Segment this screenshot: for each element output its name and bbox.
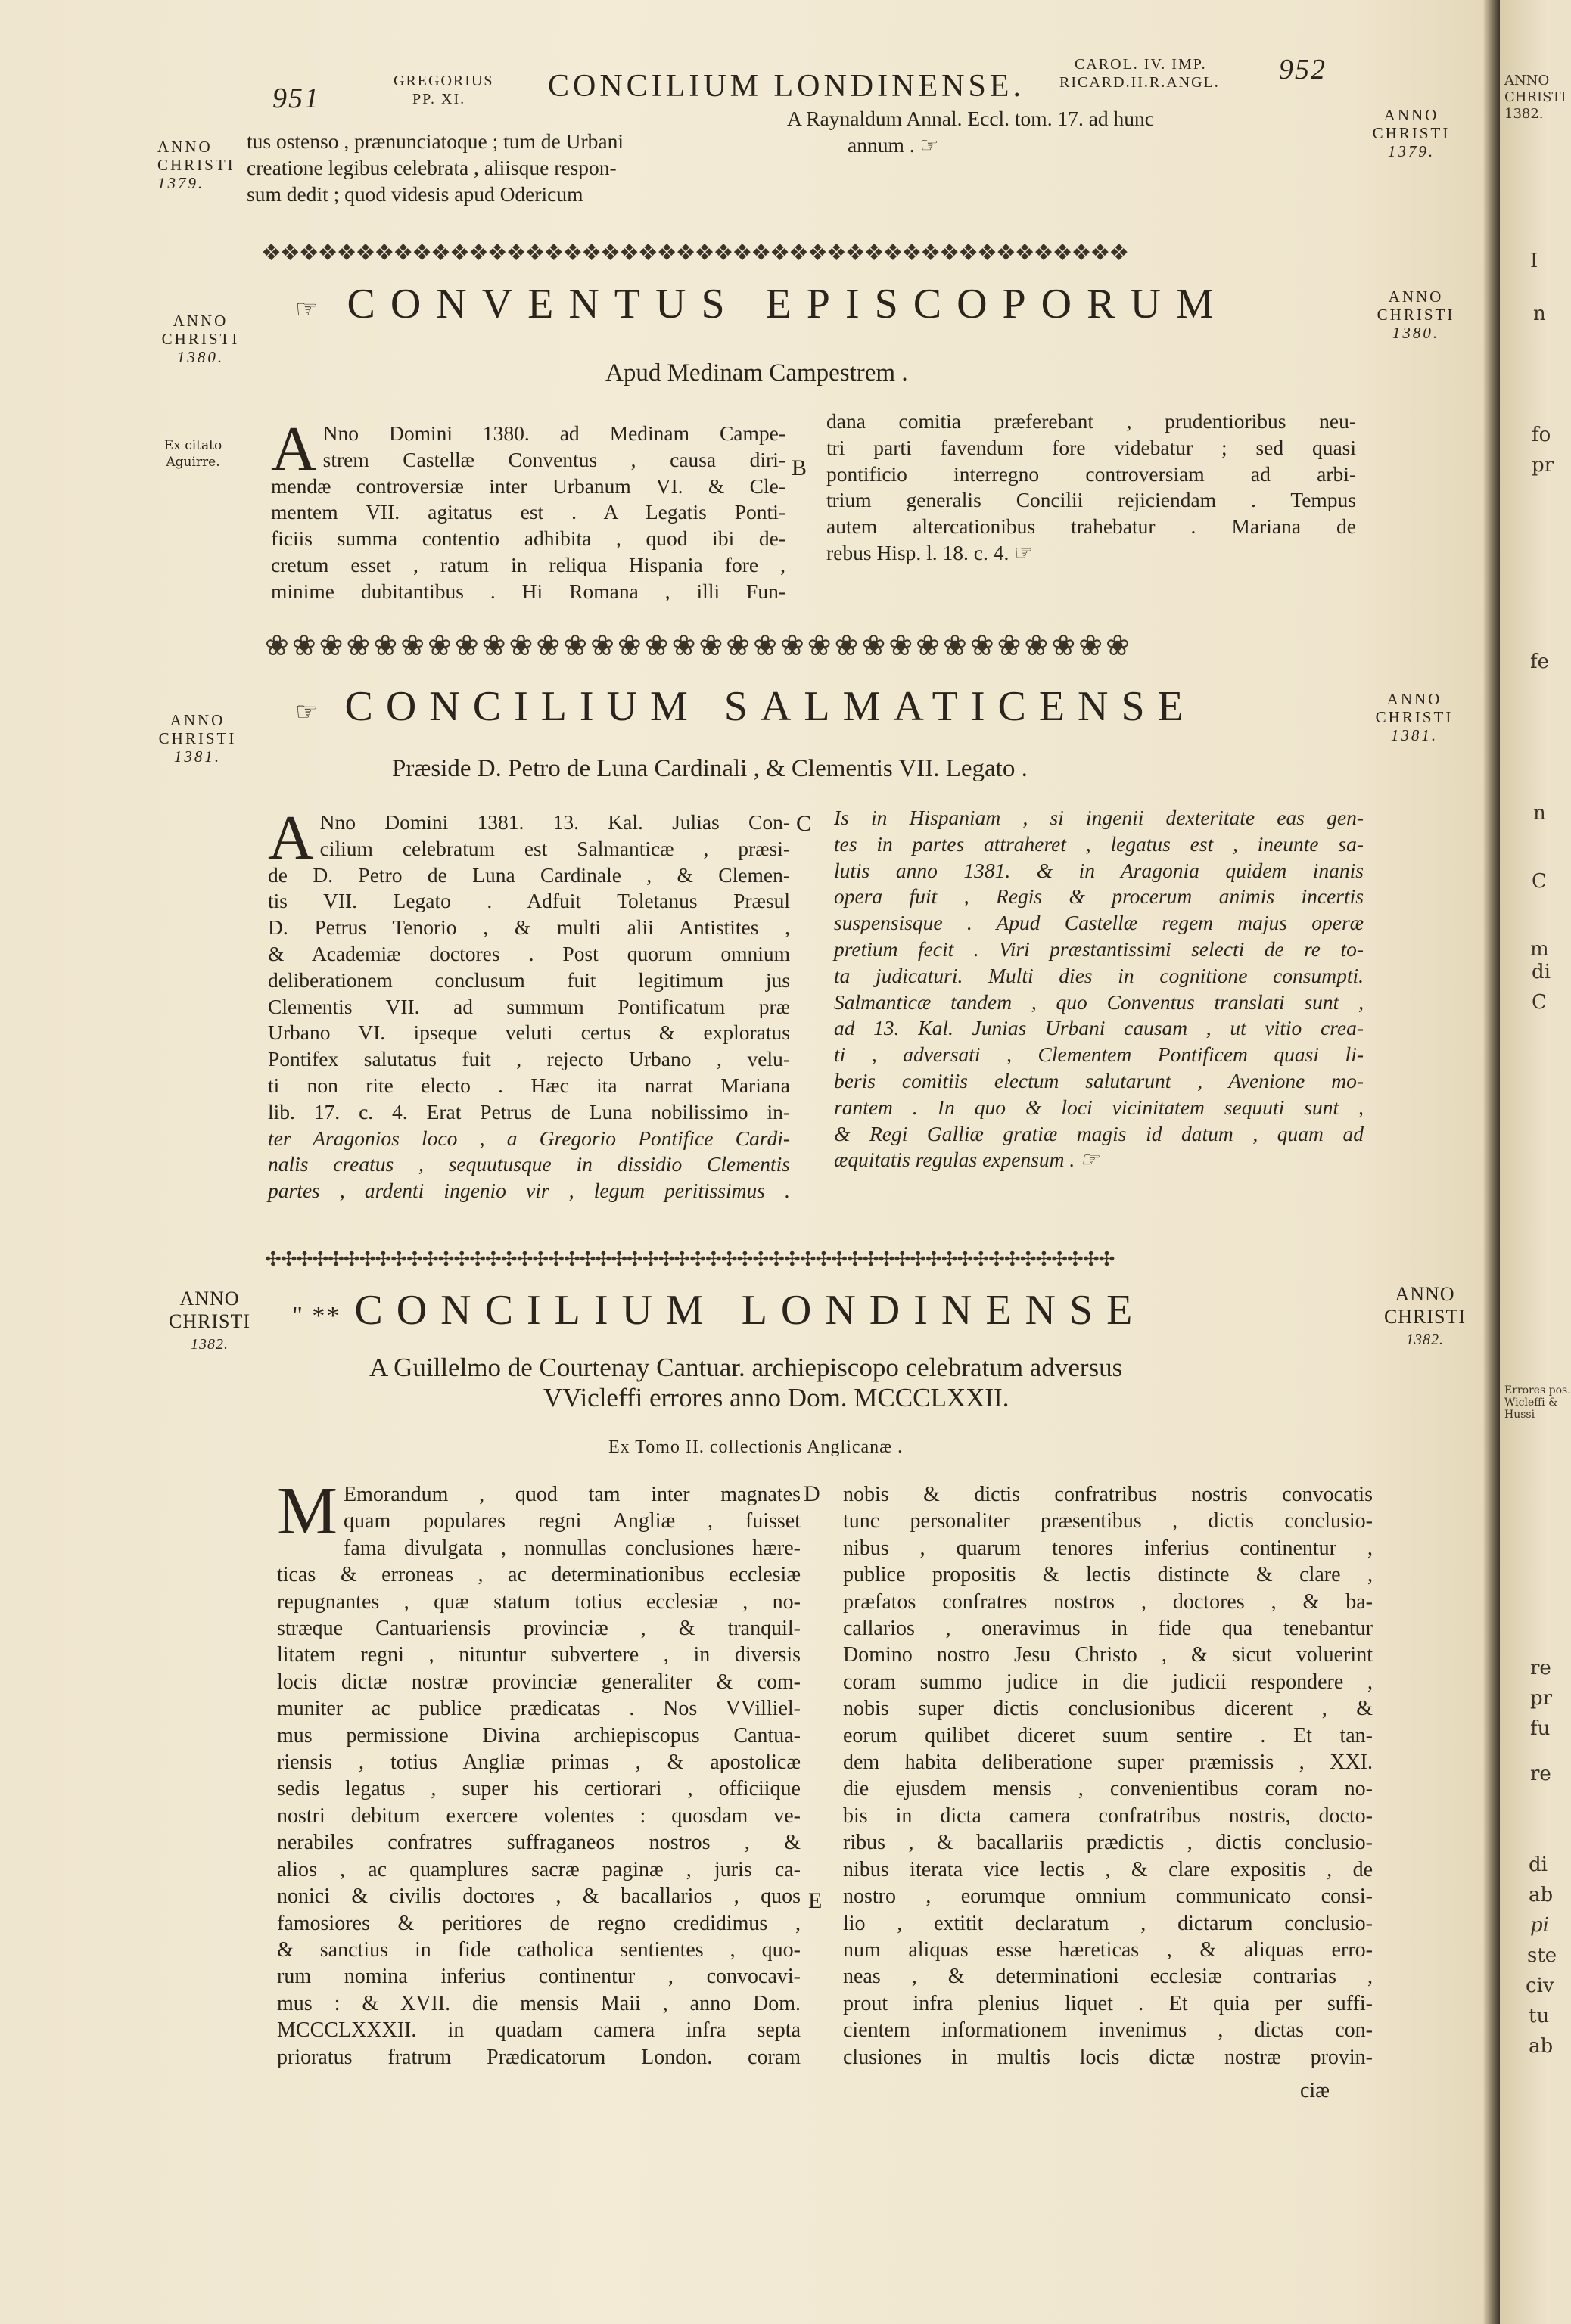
- margin-anno-label: ANNO: [1395, 1283, 1455, 1305]
- margin-anno-1381-left: [148, 711, 247, 766]
- text-line: & Regi Galliæ gratiæ magis id datum , quam ad: [834, 1121, 1364, 1145]
- section-subtitle-londinense-2: VVicleffi errores anno Dom. MCCCLXXII.: [543, 1383, 1009, 1412]
- edge-note-line: 1382.: [1504, 106, 1544, 122]
- text-line: de D. Petro de Luna Cardinale , & Clemen-: [268, 862, 790, 887]
- text-line: cientem informationem invenimus , dictas con-: [843, 2018, 1373, 2043]
- edge-fragment: C: [1532, 991, 1547, 1014]
- text-line: A Raynaldum Annal. Eccl. tom. 17. ad hunc: [787, 107, 1154, 130]
- header-emperor-line2: RICARD.II.R.ANGL.: [1059, 74, 1220, 91]
- text-line: trium generalis Concilii rejiciendam . Tempus: [826, 488, 1356, 512]
- text-line: tus ostenso , prænunciatoque ; tum de Urbani: [247, 129, 624, 153]
- edge-fragment: di: [1532, 961, 1551, 983]
- text-line: riensis , totius Angliæ primas , & apostolicæ: [277, 1751, 801, 1775]
- edge-fragment: re: [1530, 1763, 1551, 1785]
- catchword: ciæ: [1300, 2079, 1330, 2102]
- text-line: locis dictæ nostræ provinciæ generaliter & com-: [277, 1670, 801, 1694]
- next-page-edge: [1500, 0, 1571, 2324]
- text-line: D. Petrus Tenorio , & multi alii Antistites ,: [268, 915, 790, 940]
- ornament-glyph: ❖❖❖❖❖❖❖❖❖❖❖❖❖❖❖❖❖❖❖❖❖❖❖❖❖❖❖❖❖❖❖❖❖❖❖❖❖❖❖❖❖❖❖❖❖❖: [261, 240, 1128, 266]
- header-title: CONCILIUM LONDINENSE.: [548, 69, 1025, 104]
- ornament-band-3: [265, 1244, 1370, 1275]
- book-gutter: [1483, 0, 1500, 2324]
- top-continuation-left-column: [247, 129, 776, 207]
- margin-christi-label: CHRISTI: [1372, 124, 1451, 142]
- margin-year-label: 1382.: [1406, 1331, 1444, 1348]
- sidenote-line: Ex citato: [163, 438, 222, 453]
- salmaticense-left-column: [268, 803, 790, 1204]
- text-line: nibus iterata vice lectis , & clare expositis , de: [843, 1857, 1373, 1881]
- text-line: Pontifex salutatus fuit , rejecto Urbano , velu-: [268, 1047, 790, 1071]
- margin-year-label: 1381.: [173, 747, 222, 766]
- text-line: & Academiæ doctores . Post quorum omnium: [268, 941, 790, 965]
- margin-christi-label: CHRISTI: [157, 156, 235, 174]
- section-subtitle-conventus: Apud Medinam Campestrem .: [605, 359, 908, 387]
- section-subtitle-londinense-1: A Guillelmo de Courtenay Cantuar. archiepiscopo celebratum adversus: [369, 1353, 1123, 1382]
- text-line: tunc personaliter præsentibus , dictis conclusio-: [843, 1509, 1373, 1533]
- text-line: cretum esset , ratum in reliqua Hispania fore ,: [271, 552, 786, 576]
- section-title-text: CONCILIUM LONDINENSE: [354, 1287, 1146, 1334]
- pointing-hand-icon: ☞: [295, 296, 334, 324]
- text-line: Domino nostro Jesu Christo , & sicut voluerint: [843, 1643, 1373, 1667]
- section-title-text: CONCILIUM SALMATICENSE: [344, 683, 1196, 730]
- text-line: Nno Domini 1380. ad Medinam Campe-: [322, 421, 786, 445]
- edge-fragment: di: [1529, 1853, 1548, 1876]
- drop-cap: A: [271, 414, 317, 484]
- ornament-glyph: ❀❀❀❀❀❀❀❀❀❀❀❀❀❀❀❀❀❀❀❀❀❀❀❀❀❀❀❀❀❀❀❀: [265, 629, 1133, 662]
- text-line: bis in dicta camera confratribus nostris, docto-: [843, 1804, 1373, 1828]
- top-continuation-right-column: [787, 106, 1347, 159]
- text-line: tes in partes attraheret , legatus est , ineunte sa-: [834, 831, 1364, 856]
- text-line: pontificio interregno controversiam ad arbi-: [826, 461, 1356, 486]
- text-line: muniter ac publice prædicatas . Nos VVilliel-: [277, 1697, 801, 1721]
- edge-fragment: ab: [1529, 1884, 1554, 1906]
- text-line: num aliquas esse hæreticas , & aliquas erro-: [843, 1937, 1373, 1962]
- edge-fragment: fo: [1532, 424, 1551, 446]
- header-pope-line2: PP. XI.: [412, 91, 466, 107]
- londinense-left-column: [277, 1474, 801, 2071]
- londinense-right-column: [843, 1481, 1373, 2071]
- next-page-margin-note: [1504, 73, 1566, 123]
- edge-note-line: Errores pos.: [1504, 1384, 1571, 1397]
- text-line: callarios , oneravimus in fide qua tenebantur: [843, 1617, 1373, 1641]
- margin-christi-label: CHRISTI: [161, 330, 240, 348]
- text-line: prout infra plenius liquet . Et quia per suffi-: [843, 1991, 1373, 2015]
- salmaticense-right-column: [834, 805, 1364, 1173]
- running-header: [0, 0, 1483, 121]
- text-line: fama divulgata , nonnullas conclusiones hære-: [344, 1536, 801, 1560]
- text-line: rum nomina inferius continentur , convocavi-: [277, 1965, 801, 1989]
- text-line: die ejusdem mensis , convenientibus coram no-: [843, 1777, 1373, 1801]
- edge-fragment: re: [1530, 1657, 1551, 1679]
- ornament-band-1: [261, 227, 1358, 280]
- section-title-salmaticense: [295, 682, 1196, 731]
- text-line: sedis legatus , super his certiorari , officiique: [277, 1777, 801, 1801]
- edge-note-line: Hussi: [1504, 1409, 1535, 1421]
- text-line: Salmanticæ tandem , quo Conventus translati sunt ,: [834, 990, 1364, 1014]
- text-line: nerabiles confratres suffraganeos nostros , &: [277, 1831, 801, 1855]
- sidenote-line: Aguirre.: [166, 455, 220, 470]
- text-line: suspensisque . Apud Castellæ regem majus operæ: [834, 911, 1364, 935]
- margin-anno-1379-right: [1362, 106, 1461, 160]
- edge-fragment: m: [1530, 938, 1549, 961]
- text-line: strem Castellæ Conventus , causa diri-: [322, 447, 786, 471]
- section-prefix: " **: [292, 1302, 341, 1330]
- edge-fragment: pr: [1532, 454, 1554, 477]
- text-line: nostri debitum exercere volentes : quosdam ve-: [277, 1804, 801, 1828]
- ornament-glyph: ✣✣✣✣✣✣✣✣✣✣✣✣✣✣✣✣✣✣✣✣✣✣✣✣✣✣✣✣✣✣✣✣✣✣✣✣✣✣✣✣✣✣✣✣✣✣✣✣✣✣✣✣✣✣: [265, 1248, 1115, 1271]
- text-line: MCCCLXXXII. in quadam camera infra septa: [277, 2018, 801, 2043]
- text-line: publice propositis & lectis distincte & clare ,: [843, 1563, 1373, 1587]
- edge-fragment: pi: [1530, 1914, 1549, 1937]
- sidenote-aguirre: [151, 437, 235, 471]
- text-line: ti , adversati , Clementem Pontificem quasi li-: [834, 1042, 1364, 1067]
- margin-anno-label: ANNO: [1386, 690, 1442, 708]
- text-line: nalis creatus , sequutusque in dissidio Clementis: [268, 1152, 790, 1176]
- text-line: nostro , eorumque omnium communicato consi-: [843, 1884, 1373, 1909]
- margin-christi-label: CHRISTI: [1375, 708, 1454, 726]
- text-line: Urbano VI. ipseque veluti certus & exploratus: [268, 1021, 790, 1045]
- section-marker-d: D: [804, 1481, 820, 1506]
- section-title-text: CONVENTUS EPISCOPORUM: [347, 281, 1229, 328]
- text-line: repugnantes , quæ statum totius ecclesiæ , no-: [277, 1589, 801, 1614]
- edge-fragment: ste: [1527, 1944, 1557, 1967]
- margin-anno-1380-right: [1367, 287, 1465, 342]
- edge-note-line: ANNO: [1504, 73, 1550, 89]
- section-marker-e: E: [808, 1888, 823, 1913]
- text-line: coram summo judice in die judicii respondere ,: [843, 1670, 1373, 1694]
- margin-christi-label: CHRISTI: [168, 1310, 251, 1332]
- conventus-right-column: [826, 409, 1356, 567]
- text-line: partes , ardenti ingenio vir , legum peritissimus .: [268, 1179, 790, 1203]
- text-line: nobis super dictis conclusionibus dicerent , &: [843, 1697, 1373, 1721]
- text-line: beris comitiis electum salutarunt , Avenione mo-: [834, 1068, 1364, 1092]
- text-line: opera fuit , Regis & procerum animis incertis: [834, 884, 1364, 909]
- text-line: lutis anno 1381. & in Aragonia quidem inanis: [834, 858, 1364, 882]
- edge-fragment: I: [1530, 250, 1538, 272]
- text-line: ad 13. Kal. Junias Urbani causam , ut vitio crea-: [834, 1016, 1364, 1040]
- text-line: lib. 17. c. 4. Erat Petrus de Luna nobilissimo in-: [268, 1099, 790, 1123]
- margin-christi-label: CHRISTI: [1377, 306, 1455, 324]
- text-line: rantem . In quo & loci vicinitatem sequuti sunt ,: [834, 1095, 1364, 1119]
- edge-fragment: n: [1533, 802, 1546, 825]
- margin-year-label: 1382.: [191, 1336, 229, 1353]
- edge-fragment: civ: [1526, 1974, 1554, 1997]
- text-line: tri parti favendum fore videbatur ; sed quasi: [826, 435, 1356, 459]
- text-line: dem habita deliberatione super præmissis , XXI.: [843, 1751, 1373, 1775]
- text-line: mendæ controversiæ inter Urbanum VI. & Cle-: [271, 474, 786, 498]
- text-line: nibus , quarum tenores inferius continentur ,: [843, 1536, 1373, 1560]
- edge-fragment: C: [1532, 870, 1547, 893]
- text-line: ta judicaturi. Multi dies in cognitione consumpti.: [834, 963, 1364, 987]
- text-line: quam populares regni Angliæ , fuisset: [344, 1509, 801, 1533]
- section-subtitle-salmaticense: Præside D. Petro de Luna Cardinali , & Clementis VII. Legato .: [392, 755, 1028, 782]
- text-line: neas , & determinationi ecclesiæ contrarias ,: [843, 1965, 1373, 1989]
- margin-anno-label: ANNO: [179, 1288, 240, 1310]
- drop-cap: A: [268, 803, 314, 873]
- text-line: litatem regni , nituntur subvertere , in diversis: [277, 1643, 801, 1667]
- margin-anno-label: ANNO: [157, 138, 213, 156]
- text-line: alios , ac quamplures sacræ paginæ , juris ca-: [277, 1857, 801, 1881]
- margin-year-label: 1380.: [1392, 324, 1440, 342]
- margin-anno-label: ANNO: [1388, 287, 1444, 306]
- text-line: mus : & XVII. die mensis Maii , anno Dom.: [277, 1991, 801, 2015]
- margin-anno-label: ANNO: [173, 312, 229, 330]
- text-line: sum dedit ; quod videsis apud Odericum: [247, 182, 583, 206]
- text-line: præfatos confratres nostros , doctores , & ba-: [843, 1589, 1373, 1614]
- conventus-left-column: [271, 414, 786, 605]
- margin-christi-label: CHRISTI: [1383, 1306, 1467, 1328]
- text-line: stræque Cantuariensis provinciæ , & tranquil-: [277, 1617, 801, 1641]
- text-line: pretium fecit . Viri præstantissimi selecti de re to-: [834, 937, 1364, 961]
- edge-fragment: fe: [1530, 651, 1550, 673]
- text-line: ti non rite electo . Hæc ita narrat Mariana: [268, 1073, 790, 1097]
- text-line: Nno Domini 1381. 13. Kal. Julias Con-: [319, 810, 790, 834]
- section-source-note: Ex Tomo II. collectionis Anglicanæ .: [608, 1437, 904, 1457]
- text-line: nonici & civilis doctores , & bacallarios , quos: [277, 1884, 801, 1909]
- text-line: Emorandum , quod tam inter magnates: [344, 1483, 801, 1506]
- text-line: eorum quilibet diceret suum sentire . Et tan-: [843, 1723, 1373, 1748]
- text-line: famosiores & peritiores de regno credidimus ,: [277, 1911, 801, 1935]
- text-line: cilium celebratum est Salmanticæ , præsi-: [319, 836, 790, 860]
- edge-fragment: tu: [1529, 2005, 1550, 2027]
- text-line: clusiones in multis locis dictæ nostræ provin-: [843, 2045, 1373, 2069]
- text-line: minime dubitantibus . Hi Romana , illi Fun-: [271, 579, 786, 603]
- section-title-conventus: [295, 280, 1229, 328]
- pointing-hand-icon: ☞: [295, 698, 331, 726]
- text-line: dana comitia præferebant , prudentioribus neu-: [826, 409, 1356, 433]
- margin-anno-label: ANNO: [170, 711, 226, 729]
- text-line: ribus , & bacallariis prædictis , dictis conclusio-: [843, 1831, 1373, 1855]
- text-line: Is in Hispaniam , si ingenii dexteritate eas gen-: [834, 806, 1364, 829]
- text-line: æquitatis regulas expensum . ☞: [834, 1148, 1099, 1172]
- edge-fragment: pr: [1530, 1687, 1553, 1710]
- edge-fragment: n: [1533, 303, 1546, 325]
- drop-cap: M: [277, 1474, 338, 1549]
- text-line: tis VII. Legato . Adfuit Toletanus Præsul: [268, 889, 790, 913]
- text-line: creatione legibus celebrata , aliisque respon-: [247, 155, 617, 179]
- margin-anno-1382-right: [1376, 1283, 1474, 1351]
- text-line: ticas & erroneas , ac determinationibus ecclesiæ: [277, 1563, 801, 1587]
- edge-note-line: CHRISTI: [1504, 89, 1566, 105]
- text-line: autem altercationibus trahebatur . Mariana de: [826, 514, 1356, 539]
- margin-year-label: 1379.: [1387, 142, 1436, 160]
- edge-fragment: fu: [1530, 1717, 1551, 1740]
- section-title-londinense: [292, 1286, 1146, 1334]
- edge-side-note: [1504, 1384, 1571, 1421]
- margin-anno-1380-left: [151, 312, 250, 366]
- text-line: & sanctius in fide catholica sentientes , quo-: [277, 1937, 801, 1962]
- margin-christi-label: CHRISTI: [158, 729, 237, 747]
- text-line: mus permissione Divina archiepiscopus Cantua-: [277, 1723, 801, 1748]
- margin-year-label: 1379.: [157, 174, 205, 192]
- text-line: ficiis summa contentio adhibita , quod ibi de-: [271, 527, 786, 551]
- text-line: deliberationem conclusum fuit legitimum jus: [268, 968, 790, 992]
- left-page-number: 951: [272, 82, 320, 114]
- edge-note-line: Wicleffi &: [1504, 1397, 1558, 1409]
- text-line: ter Aragonios loco , a Gregorio Pontifice Cardi-: [268, 1126, 790, 1150]
- text-line: rebus Hisp. l. 18. c. 4. ☞: [826, 540, 1033, 564]
- ornament-band-2: [265, 626, 1355, 664]
- section-marker-c: C: [796, 811, 812, 836]
- right-page-number: 952: [1279, 54, 1327, 85]
- text-line: lio , extitit declaratum , dictarum conclusio-: [843, 1911, 1373, 1935]
- edge-fragment: ab: [1529, 2035, 1554, 2058]
- text-line: annum . ☞: [848, 132, 939, 157]
- header-pope-line1: GREGORIUS: [394, 73, 494, 89]
- text-line: prioratus fratrum Prædicatorum London. coram: [277, 2045, 801, 2069]
- margin-anno-1381-right: [1365, 690, 1464, 744]
- text-line: mentem VII. agitatus est . A Legatis Ponti-: [271, 500, 786, 524]
- margin-anno-1379-left: [157, 138, 241, 192]
- margin-anno-1382-left: [160, 1288, 259, 1356]
- header-emperor-line1: CAROL. IV. IMP.: [1075, 56, 1207, 73]
- margin-anno-label: ANNO: [1383, 106, 1439, 124]
- margin-year-label: 1381.: [1390, 726, 1439, 744]
- section-marker-b: B: [792, 455, 807, 480]
- text-line: nobis & dictis confratribus nostris convocatis: [843, 1483, 1373, 1506]
- margin-year-label: 1380.: [176, 348, 225, 366]
- text-line: Clementis VII. ad summum Pontificatum præ: [268, 994, 790, 1018]
